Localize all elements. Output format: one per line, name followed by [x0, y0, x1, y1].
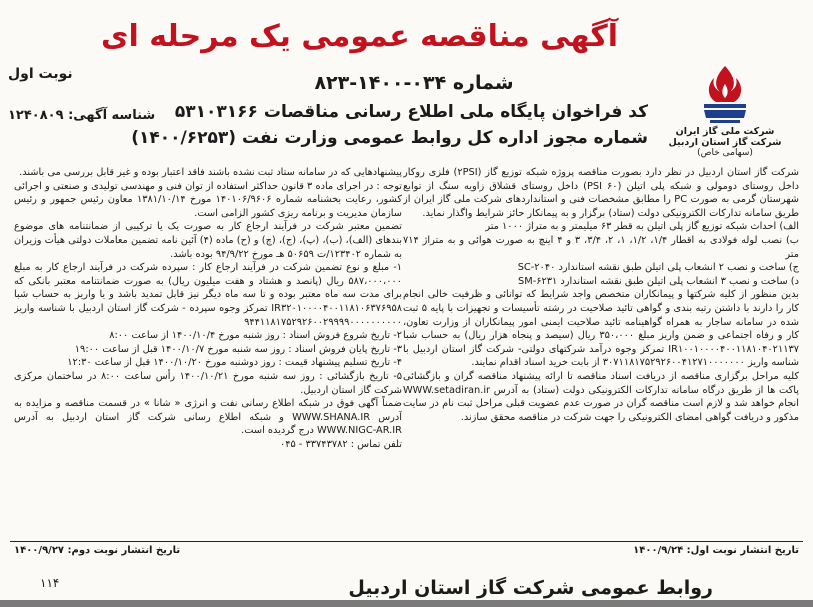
page-number: ۱۱۴ — [40, 576, 60, 590]
paragraph: ۵- تاریخ بازگشائی : روز سه شنبه مورخ ۱۴۰۰/۱۰/۲۱ رأس ساعت ۸:۰۰ در ساختمان مرکزی شرکت گاز استان اردبیل. — [14, 370, 402, 396]
gas-flame-logo-icon — [690, 62, 760, 126]
paragraph: ضمناً آگهی فوق در شبکه اطلاع رسانی نفت و انرژی « شانا » در قسمت مناقصه و مزایده به آدرس WWW.SHANA.IR و شبکه اطلاع رسانی شرکت گاز استان اردبیل به آدرس WWW.NIGC-AR.IR درج گردیده است. — [14, 398, 402, 437]
paragraph: کلیه مراحل برگزاری مناقصه از دریافت اسناد مناقصه تا ارائه پیشنهاد مناقصه گران و بازگشائی پاکت ها از طریق درگاه سامانه تدارکات الکترونیکی دولت (ستاد) به آدرس WWW.setadiran.ir انجام خواهد شد و لازم است مناقصه گران در صورت عدم عضویت قبلی مراحل ثبت نام در سایت مذکور و دریافت گواهی امضای الکترونیکی را جهت شرکت در مناقصه محقق سازند. — [403, 370, 799, 423]
permit-number: شماره مجوز اداره کل روابط عمومی وزارت نفت (۱۴۰۰/۶۲۵۳) — [131, 128, 648, 148]
footer-organization: روابط عمومی شرکت گاز استان اردبیل — [348, 577, 713, 599]
paragraph: شرکت گاز استان اردبیل در نظر دارد بصورت مناقصه پروژه شبکه توزیع گاز (۲PSI) فلزی روکار داخل روستای دومولی و شبکه پلی اتیلن (۶۰ PSI) داخل روستای قشلاق زاویه سنگ از توابع شهرستان گرمی به صورت PC را مطابق مشخصات فنی و استانداردهای شرکت ملی گاز ایران از طریق سامانه تدارکات الکترونیکی دولت (ستاد) برگزار و به پیمانکار حائز شرایط واگذار نماید. — [403, 167, 799, 219]
notice-body-right-column — [403, 166, 799, 528]
paragraph: ۱- مبلغ و نوع تضمین شرکت در فرآیند ارجاع کار : سپرده شرکت در فرآیند ارجاع کار به مبلغ ۵۸۷،۰۰۰،۰۰۰ ریال (پانصد و هشتاد و هفت میلیون ریال) به صورت ضمانتنامه معتبر بانکی که برای مدت سه ماه معتبر بوده و تا سه ماه دیگر نیز قابل تمدید باشد و یا واریز به حساب شبا IR۳۲۰۱۰۰۰۰۴۰۰۱۱۸۱۰۶۳۷۶۹۵۸ تمرکز وجوه سپرده - شرکت گاز استان اردبیل با شناسه واریز ۹۴۴۱۱۸۱۷۵۲۹۲۶۰۰۲۹۹۹۹۰۰۰۰۰۰۰۰۰۰ — [14, 262, 402, 328]
logo-company-type: (سهامی خاص) — [697, 148, 753, 158]
paragraph: ۲- تاریخ شروع فروش اسناد : روز شنبه مورخ ۱۴۰۰/۱۰/۴ از ساعت ۸:۰۰ — [109, 330, 402, 342]
logo-subsidiary-name: شرکت گاز استان اردبیل — [668, 137, 782, 148]
company-logo — [655, 62, 795, 172]
paragraph: بدین منظور از کلیه شرکتها و پیمانکاران متخصص واجد شرایط که توانائی و ظرفیت خالی انجام کار را دارند با داشتن رتبه بندی و گواهی تائید صلاحیت در رشته تأسیسات و تجهیزات با پایه ۵ ثبت شده در سامانه ساجار به همراه گواهینامه تائید صلاحیت ایمنی امور پیمانکاران از وزارت تعاون، کار و رفاه اجتماعی و ضمن واریز مبلغ ۳۵۰،۰۰۰ ریال (سیصد و پنجاه هزار ریال) به حساب شبا IR۱۰۰۱۰۰۰۰۴۰۰۱۱۸۱۰۴۰۲۱۱۳۷ تمرکز وجوه درآمد شرکتهای دولتی- شرکت گاز استان اردبیل با شناسه واریز ۳۰۷۱۱۸۱۷۵۲۹۲۶۰۰۴۱۲۷۱۰۰۰۰۰۰۰ از بابت خرید اسناد اقدام نمایند. — [403, 289, 799, 369]
paragraph: پیشنهادهایی که در سامانه ستاد ثبت نشده باشند فاقد اعتبار بوده و غیر قابل بررسی می باشند. — [19, 167, 402, 178]
paragraph: ۳- تاریخ پایان فروش اسناد : روز سه شنبه مورخ ۱۴۰۰/۱۰/۷ قبل از ساعت ۱۹:۰۰ — [74, 343, 402, 355]
paragraph: تضمین معتبر شرکت در فرآیند ارجاع کار به صورت یک یا ترکیبی از ضمانتنامه های موضوع بندهای (الف)، (ب)، (پ)، (ج)، (چ) و (ح) ماده (۴) آئین نامه تضمین معاملات دولتی هیأت وزیران به شماره ۱۲۳۴۰۲/ت ۵۰۶۵۹ هـ مورخ ۹۴/۹/۲۲ بوده باشد. — [14, 221, 402, 260]
paragraph: توجه : در اجرای ماده ۳ قانون حداکثر استفاده از توان فنی و مهندسی تولیدی و صنعتی و اجرائی کشور، رعایت بخشنامه شماره ۱۴۰۱۰۶/۹۶۰۶ مورخ ۱۳۸۱/۱۰/۱۴ معاون رئیس جمهور و رئیس سازمان مدیریت و برنامه ریزی کشور الزامی است. — [14, 180, 402, 219]
paragraph: ۴- تاریخ تسلیم پیشنهاد قیمت : روز دوشنبه مورخ ۱۴۰۰/۱۰/۲۰ قبل از ساعت ۱۲:۳۰ — [67, 357, 402, 369]
ad-id: شناسه آگهی: ۱۲۴۰۸۰۹ — [8, 108, 156, 123]
turn-label: نوبت اول — [8, 66, 73, 82]
footer-bar — [0, 600, 813, 607]
paragraph: الف) احداث شبکه توزیع گاز پلی اتیلن به قطر ۶۳ میلیمتر و به متراژ ۱۰۰۰ متر — [485, 221, 799, 233]
first-publication-date: تاریخ انتشار نوبت اول: ۱۴۰۰/۹/۲۴ — [633, 545, 799, 556]
notice-body-left-column — [14, 166, 402, 528]
paragraph: ب) نصب لوله فولادی به اقطار ۱/۴، ۱/۲، ۱، ۲، ۳/۴، ۳ و ۴ اینچ به صورت هوائی و به متراژ ۷۱۴ متر — [403, 234, 799, 260]
tender-number: شماره ۰۳۴-۱۴۰۰-۸۲۳ — [314, 72, 514, 94]
paragraph: ج) ساخت و نصب ۲ انشعاب پلی اتیلن طبق نقشه استاندارد SC-۲۰۴۰ — [517, 262, 799, 274]
second-publication-date: تاریخ انتشار نوبت دوم: ۱۴۰۰/۹/۲۷ — [14, 545, 181, 556]
paragraph: د) ساخت و نصب ۳ انشعاب پلی اتیلن طبق نقشه استاندارد SM-۶۲۳۱ — [518, 275, 799, 287]
notice-title: آگهی مناقصه عمومی یک مرحله ای — [101, 19, 618, 54]
logo-company-name: شرکت ملی گاز ایران — [675, 126, 775, 137]
paragraph: تلفن تماس : ۳۳۷۴۳۷۸۲ - ۰۴۵ — [279, 438, 402, 450]
divider — [10, 541, 803, 542]
portal-code: کد فراخوان پایگاه ملی اطلاع رسانی مناقصات ۵۳۱۰۳۱۶۶ — [174, 102, 648, 122]
